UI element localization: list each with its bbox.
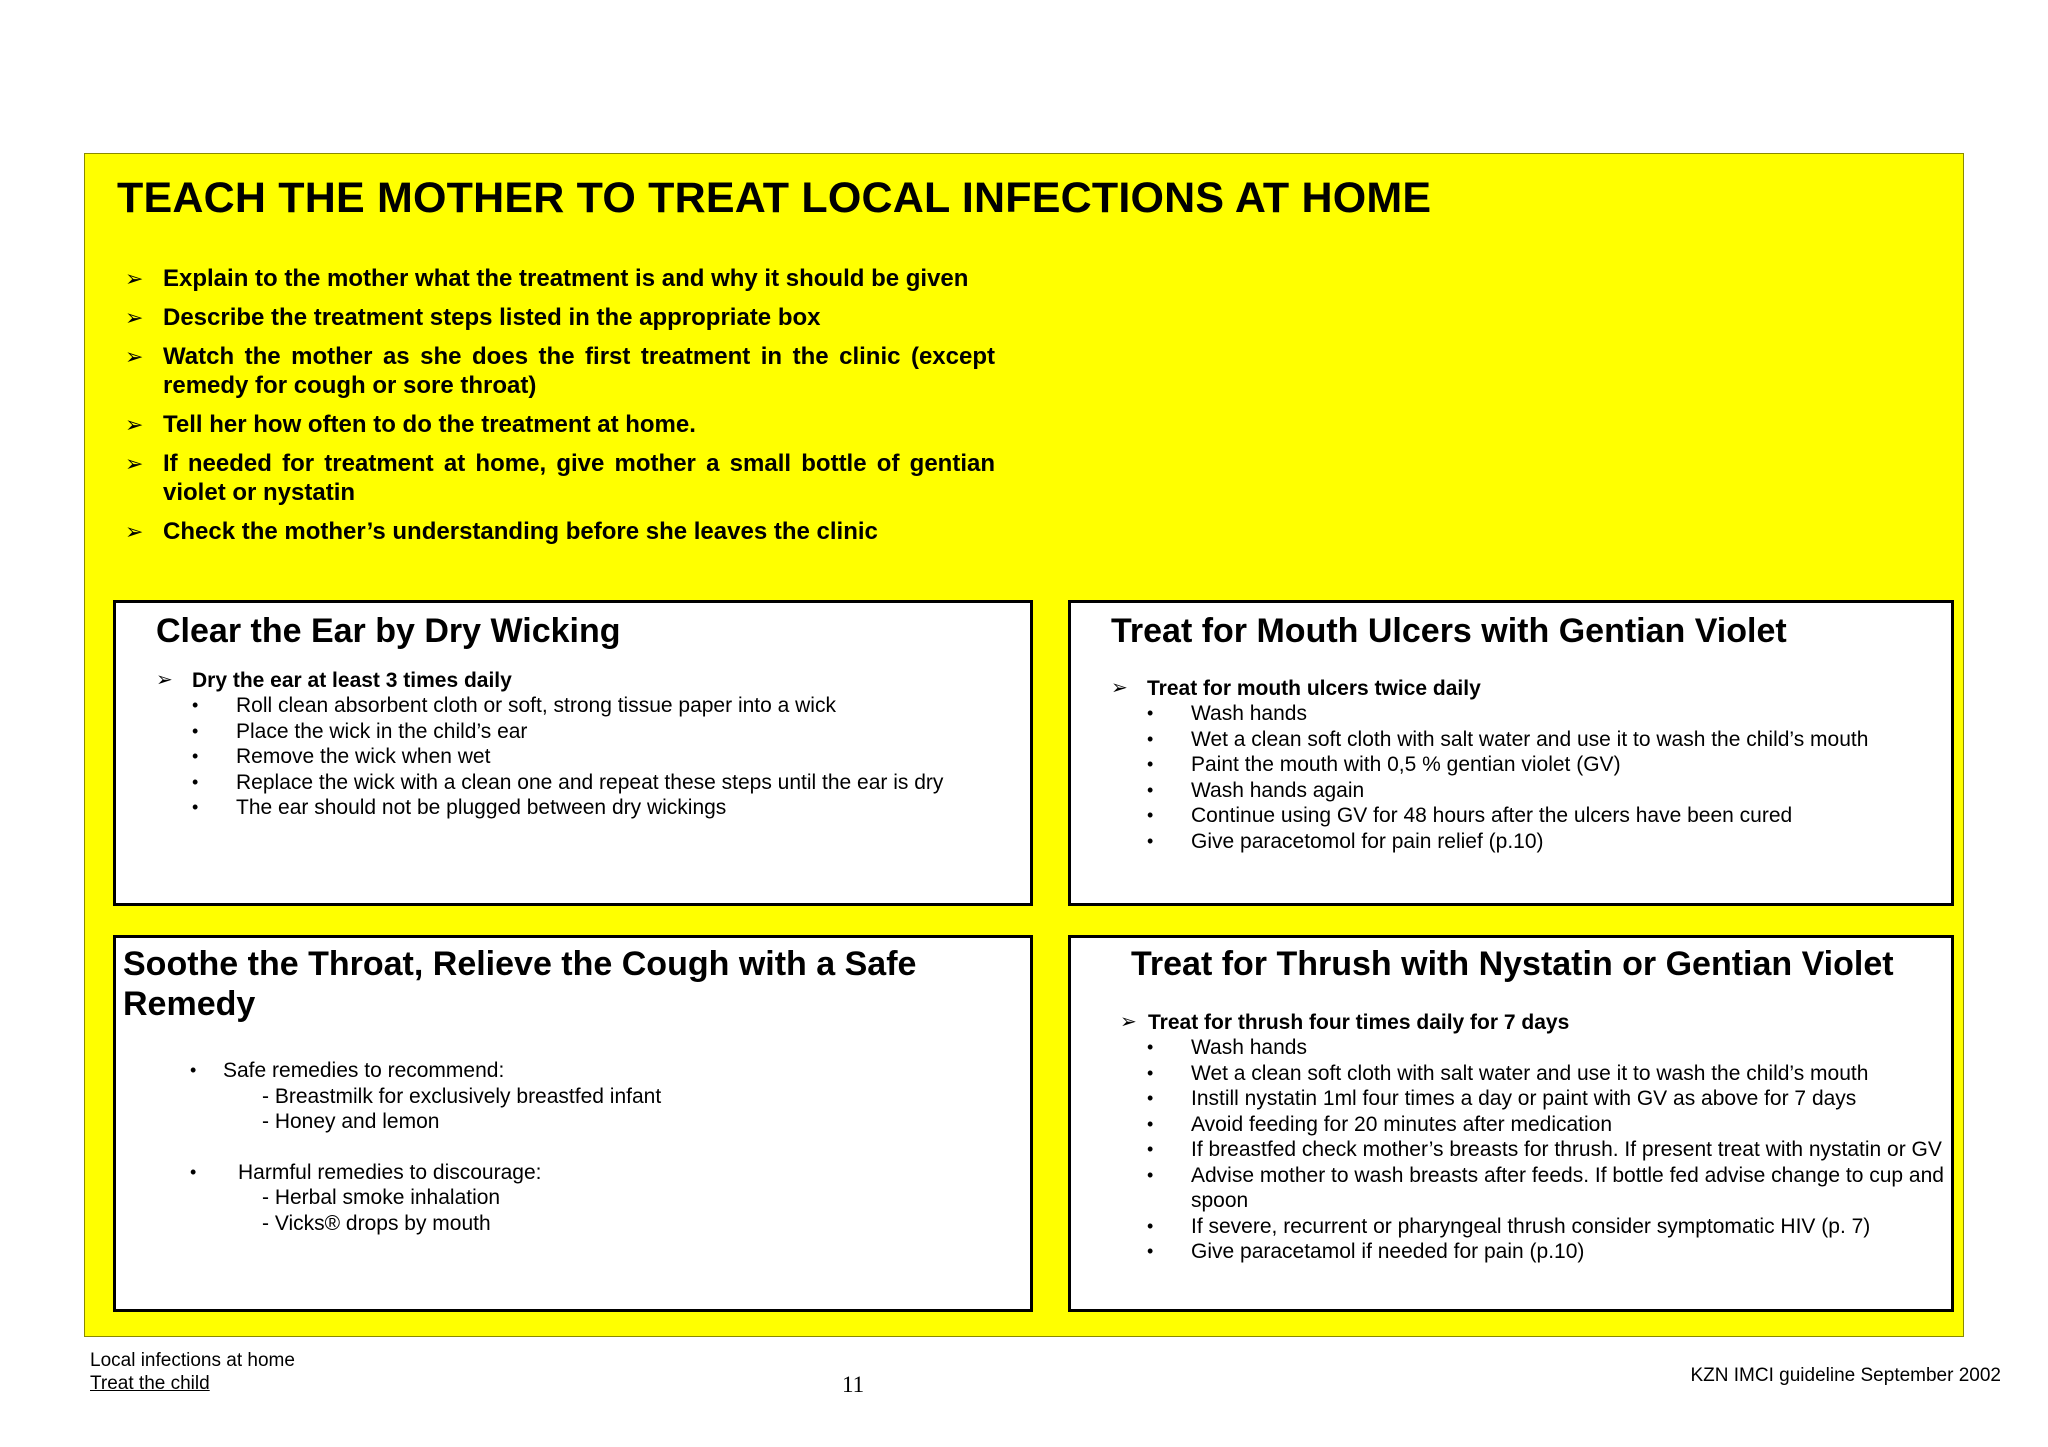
dot-bullet-icon: • bbox=[192, 746, 199, 766]
ear-wicking-box bbox=[113, 600, 1033, 906]
arrowhead-bullet-icon: ➢ bbox=[125, 519, 144, 544]
dot-bullet-icon: • bbox=[192, 797, 199, 817]
arrowhead-bullet-icon: ➢ bbox=[125, 451, 144, 476]
list-item: • The ear should not be plugged between dry wickings bbox=[192, 796, 727, 819]
list-item: • If severe, recurrent or pharyngeal thrush consider symptomatic HIV (p. 7) bbox=[1147, 1214, 1871, 1238]
ear-box-subheading: ➢ Dry the ear at least 3 times daily bbox=[156, 669, 512, 692]
dot-bullet-icon: • bbox=[1147, 1164, 1154, 1185]
list-item: • Wash hands bbox=[1147, 1036, 1307, 1059]
intro-step: ➢ If needed for treatment at home, give mother a small bottle of gentian violet or nystatin bbox=[125, 450, 995, 506]
throat-remedy-box bbox=[113, 935, 1033, 1312]
ear-box-list bbox=[192, 693, 1022, 821]
thrush-box-subheading: ➢ Treat for thrush four times daily for 7 days bbox=[1120, 1011, 1570, 1034]
list-item: • Wash hands again bbox=[1147, 778, 1365, 802]
list-item: • Give paracetamol if needed for pain (p.10) bbox=[1147, 1240, 1585, 1263]
dot-bullet-icon: • bbox=[190, 1161, 197, 1182]
list-item: - Herbal smoke inhalation bbox=[262, 1186, 501, 1209]
ear-box-title: Clear the Ear by Dry Wicking bbox=[156, 612, 621, 650]
throat-box-title: Soothe the Throat, Relieve the Cough with a Safe Remedy bbox=[123, 945, 917, 1023]
intro-step: ➢ Describe the treatment steps listed in the appropriate box bbox=[125, 304, 821, 331]
mouth-box-subheading: ➢ Treat for mouth ulcers twice daily bbox=[1111, 677, 1481, 700]
list-item: • Paint the mouth with 0,5 % gentian violet (GV) bbox=[1147, 753, 1621, 776]
list-item: • Wash hands bbox=[1147, 702, 1307, 725]
arrowhead-bullet-icon: ➢ bbox=[1120, 1011, 1137, 1033]
list-item: • Avoid feeding for 20 minutes after medication bbox=[1147, 1112, 1613, 1136]
mouth-box-list bbox=[1147, 701, 1947, 854]
footer-link-treat-the-child[interactable]: Treat the child bbox=[90, 1373, 210, 1394]
list-item: - Honey and lemon bbox=[262, 1110, 440, 1133]
intro-steps-list bbox=[125, 264, 995, 556]
list-item: • Instill nystatin 1ml four times a day or paint with GV as above for 7 days bbox=[1147, 1087, 1857, 1110]
list-item: • Roll clean absorbent cloth or soft, strong tissue paper into a wick bbox=[192, 694, 836, 717]
list-item: • Remove the wick when wet bbox=[192, 745, 491, 768]
list-item: • Wet a clean soft cloth with salt water and use it to wash the child’s mouth bbox=[1147, 1061, 1869, 1085]
dot-bullet-icon: • bbox=[1147, 1062, 1154, 1083]
list-item: • Give paracetomol for pain relief (p.10) bbox=[1147, 829, 1544, 853]
dot-bullet-icon: • bbox=[1147, 1088, 1154, 1108]
dot-bullet-icon: • bbox=[1147, 703, 1154, 723]
footer-section-label: Local infections at home bbox=[90, 1350, 295, 1371]
dot-bullet-icon: • bbox=[1147, 1037, 1154, 1057]
mouth-box-title: Treat for Mouth Ulcers with Gentian Violet bbox=[1111, 612, 1787, 650]
dot-bullet-icon: • bbox=[1147, 830, 1154, 851]
dot-bullet-icon: • bbox=[190, 1060, 197, 1080]
list-item: • Place the wick in the child’s ear bbox=[192, 719, 528, 743]
dot-bullet-icon: • bbox=[192, 771, 199, 792]
thrush-box-title: Treat for Thrush with Nystatin or Gentian Violet bbox=[1131, 945, 1894, 983]
thrush-box bbox=[1068, 935, 1954, 1312]
list-item: • If breastfed check mother’s breasts for thrush. If present treat with nystatin or GV bbox=[1147, 1138, 1942, 1161]
mouth-ulcers-box bbox=[1068, 600, 1954, 906]
page-number: 11 bbox=[842, 1372, 865, 1397]
arrowhead-bullet-icon: ➢ bbox=[125, 344, 144, 369]
intro-step: ➢ Watch the mother as she does the first treatment in the clinic (except remedy for cough or sore throat) bbox=[125, 343, 995, 399]
dot-bullet-icon: • bbox=[1147, 1139, 1154, 1159]
dot-bullet-icon: • bbox=[192, 720, 199, 741]
list-item: - Breastmilk for exclusively breastfed infant bbox=[262, 1084, 662, 1108]
list-item: • Wet a clean soft cloth with salt water and use it to wash the child’s mouth bbox=[1147, 727, 1869, 751]
arrowhead-bullet-icon: ➢ bbox=[156, 669, 173, 691]
dot-bullet-icon: • bbox=[192, 695, 199, 715]
list-item: • Harmful remedies to discourage: bbox=[190, 1160, 542, 1184]
intro-step: ➢ Check the mother’s understanding before she leaves the clinic bbox=[125, 518, 878, 545]
dot-bullet-icon: • bbox=[1147, 1113, 1154, 1134]
throat-box-list bbox=[190, 1058, 990, 1236]
list-item: • Safe remedies to recommend: bbox=[190, 1059, 505, 1082]
yellow-panel bbox=[84, 153, 1964, 1337]
arrowhead-bullet-icon: ➢ bbox=[125, 266, 144, 291]
dot-bullet-icon: • bbox=[1147, 1241, 1154, 1261]
dot-bullet-icon: • bbox=[1147, 1215, 1154, 1236]
intro-step: ➢ Explain to the mother what the treatment is and why it should be given bbox=[125, 265, 969, 292]
dot-bullet-icon: • bbox=[1147, 805, 1154, 825]
dot-bullet-icon: • bbox=[1147, 754, 1154, 774]
arrowhead-bullet-icon: ➢ bbox=[1111, 677, 1128, 699]
page-title: TEACH THE MOTHER TO TREAT LOCAL INFECTIONS AT HOME bbox=[117, 174, 1432, 222]
thrush-box-list bbox=[1147, 1035, 1951, 1265]
list-item: • Advise mother to wash breasts after feeds. If bottle fed advise change to cup and spoon bbox=[1147, 1163, 1944, 1212]
footer-source: KZN IMCI guideline September 2002 bbox=[1690, 1365, 2001, 1386]
list-item: - Vicks® drops by mouth bbox=[262, 1211, 491, 1235]
arrowhead-bullet-icon: ➢ bbox=[125, 412, 144, 437]
list-item: • Replace the wick with a clean one and repeat these steps until the ear is dry bbox=[192, 770, 944, 794]
arrowhead-bullet-icon: ➢ bbox=[125, 305, 144, 330]
dot-bullet-icon: • bbox=[1147, 779, 1154, 800]
intro-step: ➢ Tell her how often to do the treatment at home. bbox=[125, 411, 696, 438]
list-item: • Continue using GV for 48 hours after the ulcers have been cured bbox=[1147, 804, 1793, 827]
dot-bullet-icon: • bbox=[1147, 728, 1154, 749]
